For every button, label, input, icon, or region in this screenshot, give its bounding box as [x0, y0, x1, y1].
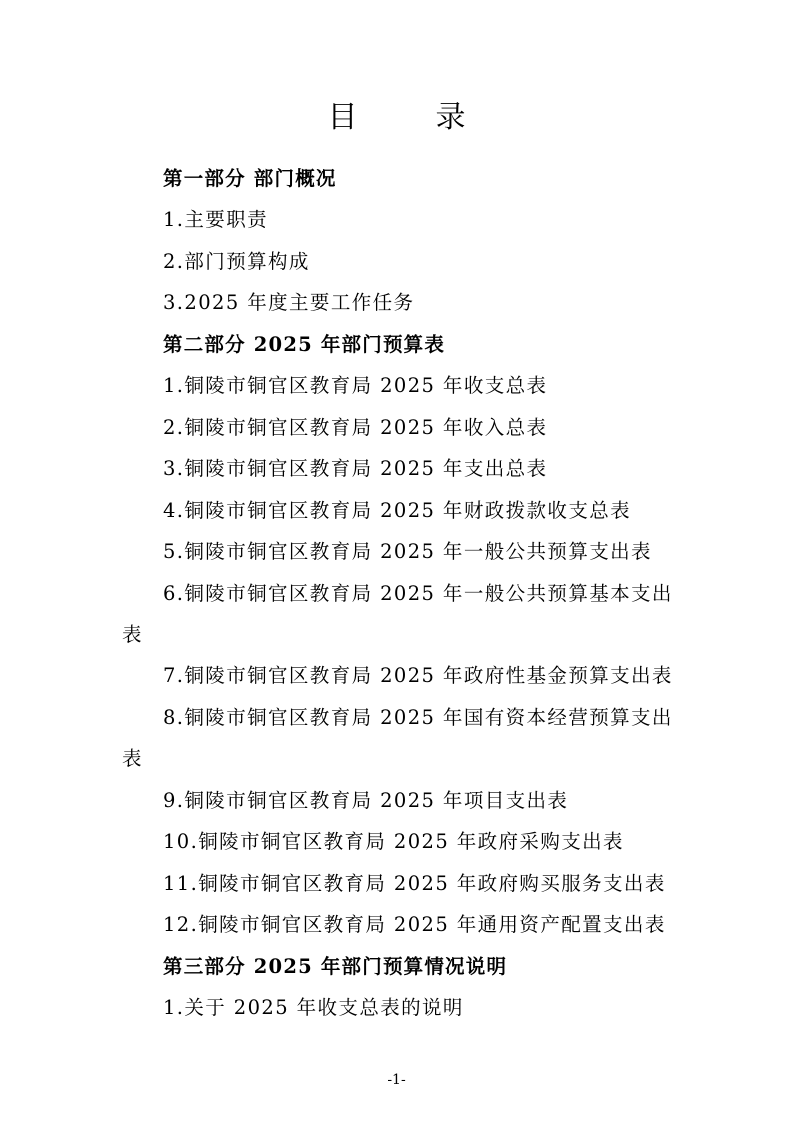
- toc-item: 10.铜陵市铜官区教育局 2025 年政府采购支出表: [163, 830, 624, 854]
- toc-item: 3.铜陵市铜官区教育局 2025 年支出总表: [163, 457, 548, 481]
- toc-item: 1.关于 2025 年收支总表的说明: [163, 996, 464, 1019]
- toc-item: 6.铜陵市铜官区教育局 2025 年一般公共预算基本支出: [163, 581, 673, 605]
- toc-item: 9.铜陵市铜官区教育局 2025 年项目支出表: [163, 788, 569, 812]
- toc-item: 1.铜陵市铜官区教育局 2025 年收支总表: [163, 374, 548, 398]
- page-title: 目 录: [327, 100, 490, 135]
- toc-item: 5.铜陵市铜官区教育局 2025 年一般公共预算支出表: [163, 540, 652, 564]
- toc-item: 2.部门预算构成: [163, 249, 310, 273]
- toc-item: 4.铜陵市铜官区教育局 2025 年财政拨款收支总表: [163, 498, 632, 522]
- toc-item: 7.铜陵市铜官区教育局 2025 年政府性基金预算支出表: [163, 664, 673, 688]
- toc-item: 12.铜陵市铜官区教育局 2025 年通用资产配置支出表: [163, 913, 666, 937]
- toc-item-continuation: 表: [122, 622, 143, 646]
- toc-item: 3.2025 年度主要工作任务: [163, 291, 415, 315]
- toc-item: 8.铜陵市铜官区教育局 2025 年国有资本经营预算支出: [163, 705, 673, 729]
- toc-section-heading: 第一部分 部门概况: [163, 167, 337, 190]
- toc-item-continuation: 表: [122, 747, 143, 771]
- toc-section-heading: 第二部分 2025 年部门预算表: [163, 332, 446, 356]
- toc-item: 1.主要职责: [163, 208, 269, 232]
- toc-item: 2.铜陵市铜官区教育局 2025 年收入总表: [163, 415, 548, 439]
- page-number: -1-: [387, 1072, 406, 1088]
- toc-item: 11.铜陵市铜官区教育局 2025 年政府购买服务支出表: [163, 871, 666, 895]
- toc-section-heading: 第三部分 2025 年部门预算情况说明: [163, 954, 508, 978]
